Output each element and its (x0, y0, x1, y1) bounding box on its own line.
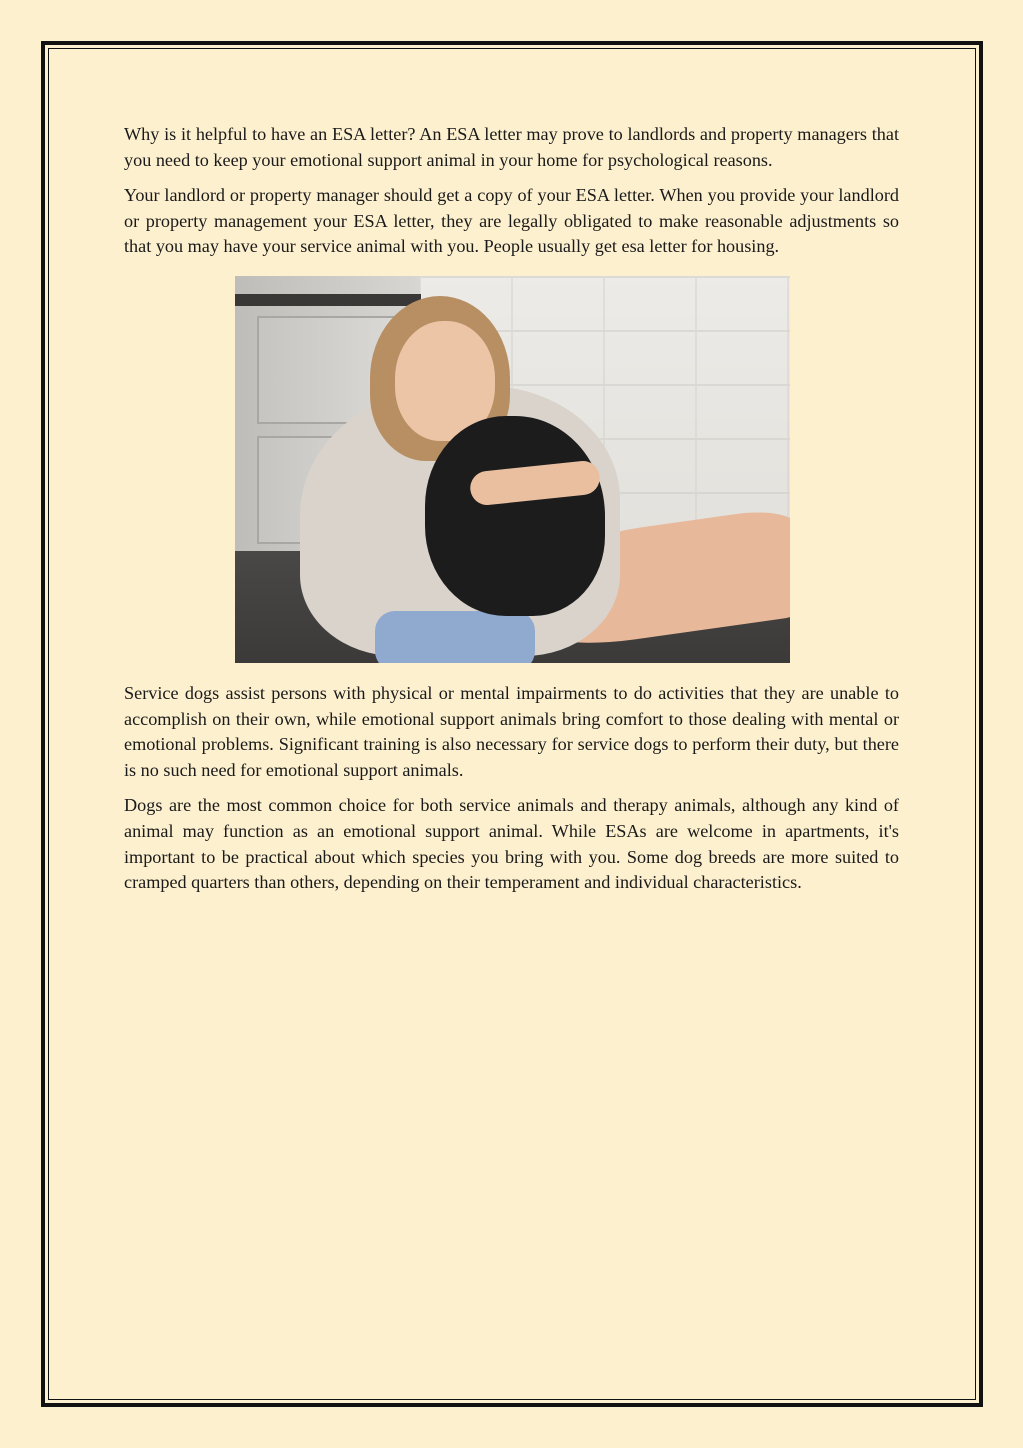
denim-shorts (375, 611, 535, 663)
paragraph-dog-choice: Dogs are the most common choice for both service animals and therapy animals, although any kind of animal may function as an emotional support animal. While ESAs are welcome in apartments, it's important to be practical about which species you bring with you. Some dog breeds are more suited to cramped quarters than others, depending on their temperament and individual characteristics. (124, 795, 899, 893)
paragraph-service-dogs: Service dogs assist persons with physical or mental impairments to do activities that they are unable to accomplish on their own, while emotional support animals bring comfort to those dealing with mental or emotional problems. Significant training is also necessary for service dogs to perform their duty, but there is no such need for emotional support animals. (124, 682, 899, 780)
paragraph-why-esa-letter: Why is it helpful to have an ESA letter? An ESA letter may prove to landlords and property managers that you need to keep your emotional support animal in your home for psychological reasons. (124, 124, 899, 170)
woman-hugging-pug-photo (235, 276, 790, 663)
countertop (235, 294, 421, 306)
black-pug (425, 416, 605, 616)
document-body (124, 122, 899, 906)
paragraph-landlord-copy: Your landlord or property manager should get a copy of your ESA letter. When you provide your landlord or property management your ESA letter, they are legally obligated to make reasonable adjustments so that you may have your service animal with you. People usually get esa letter for housing. (124, 185, 899, 257)
